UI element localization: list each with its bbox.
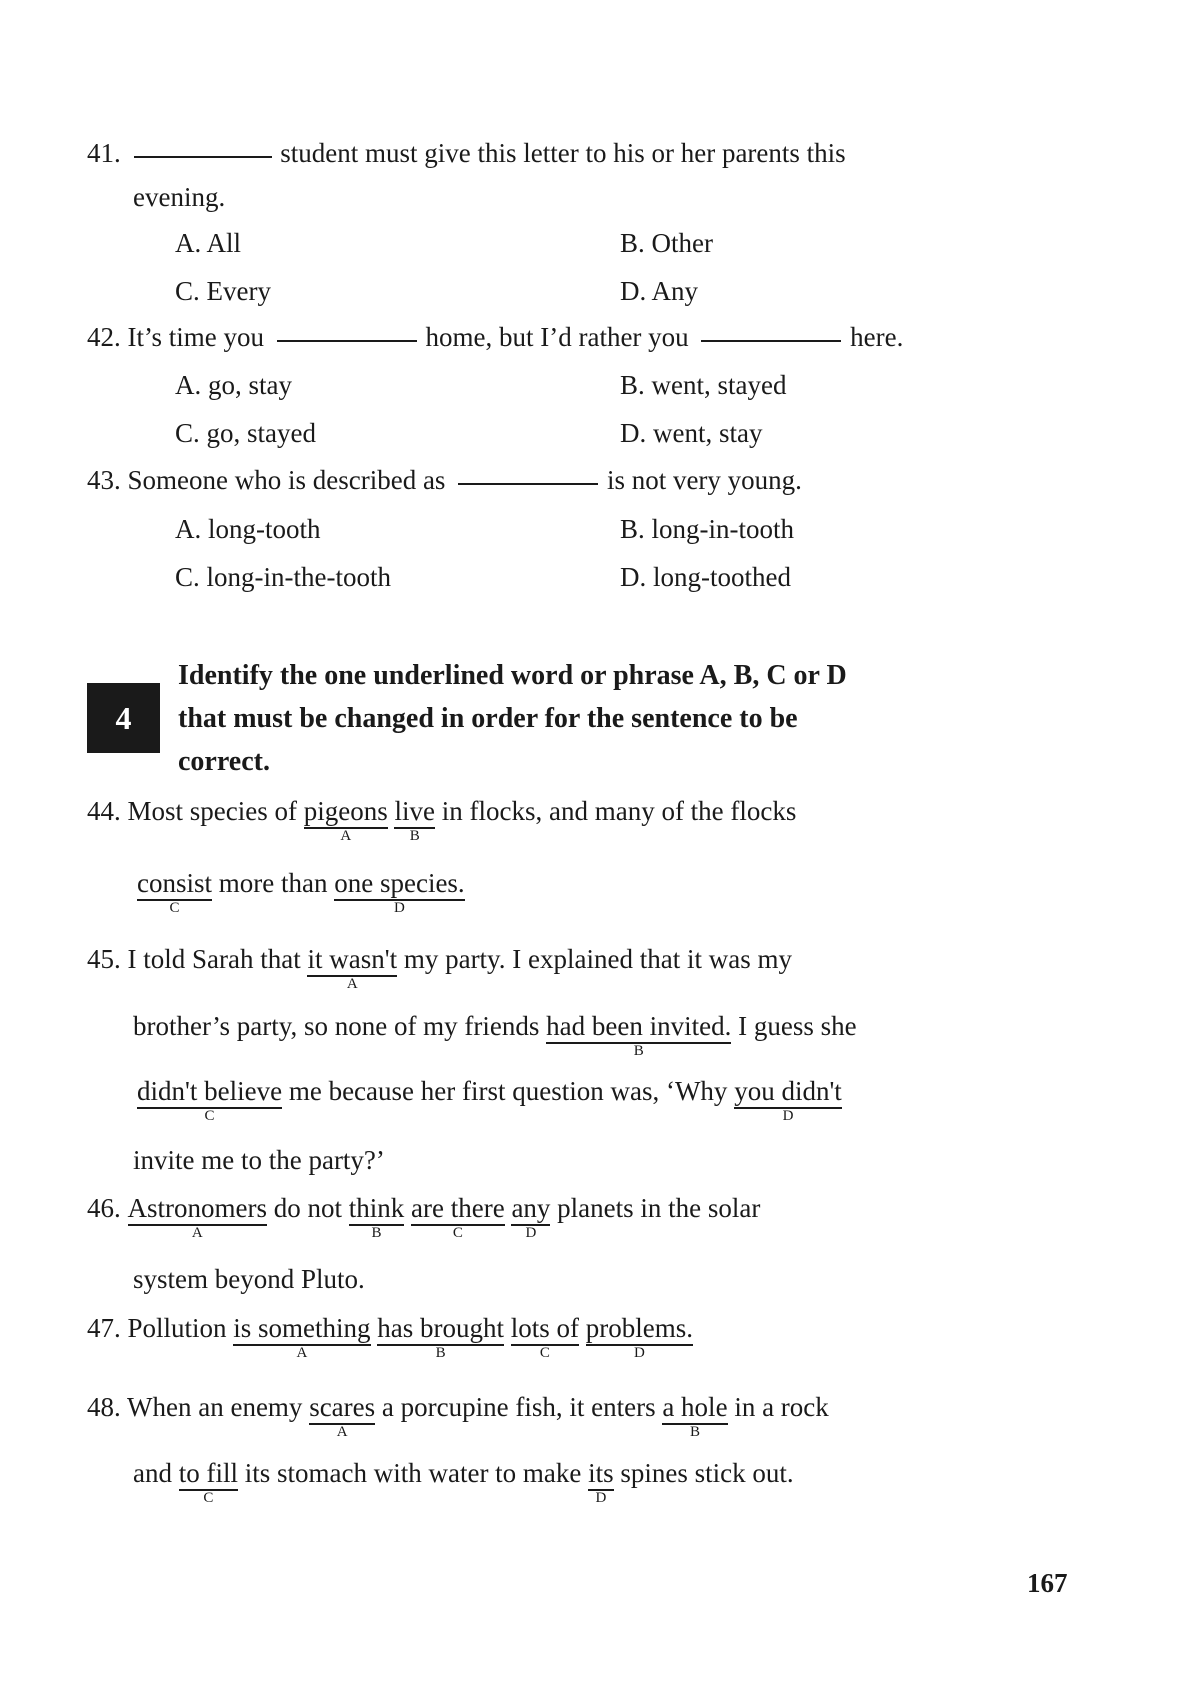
- option-letter: C: [539, 1345, 550, 1362]
- underlined-text: its: [588, 1458, 614, 1488]
- option-c: C. long-in-the-tooth: [175, 562, 391, 592]
- option-d: D. went, stay: [620, 418, 763, 448]
- underlined-text: is something: [233, 1313, 371, 1343]
- underlined-text: one species.: [334, 868, 465, 898]
- option-letter: C: [203, 1490, 214, 1507]
- question-text: I guess she: [738, 1011, 857, 1041]
- underlined-text: didn't believe: [137, 1076, 283, 1106]
- option-a: A. go, stay: [175, 370, 292, 400]
- question-text: do not: [273, 1193, 342, 1223]
- question-text: planets in the solar: [557, 1193, 761, 1223]
- answer-blank: [701, 340, 841, 342]
- underlined-option-d: [334, 868, 465, 917]
- question-text: Pollution: [127, 1313, 227, 1343]
- option-letter: C: [452, 1225, 463, 1242]
- option-d: D. long-toothed: [620, 562, 791, 592]
- question-number: 42.: [87, 322, 121, 352]
- question-46-line-2: system beyond Pluto.: [133, 1264, 365, 1294]
- underlined-text: scares: [309, 1392, 376, 1422]
- question-number: 43.: [87, 465, 121, 495]
- answer-blank: [134, 156, 272, 158]
- option-c: C. Every: [175, 276, 271, 306]
- underlined-text: a hole: [662, 1392, 728, 1422]
- question-text: It’s time you: [127, 322, 264, 352]
- answer-blank: [277, 340, 417, 342]
- option-letter: A: [191, 1225, 203, 1242]
- question-48-line-1: [87, 1392, 829, 1441]
- option-letter: B: [371, 1225, 382, 1242]
- underlined-option-a: [307, 944, 398, 993]
- underlined-option-b: [377, 1313, 505, 1362]
- question-48-line-2: [133, 1458, 794, 1507]
- question-number: 41.: [87, 138, 121, 168]
- underlined-option-a: [233, 1313, 371, 1362]
- underlined-text: lots of: [510, 1313, 580, 1343]
- question-number: 45.: [87, 944, 121, 974]
- question-text: When an enemy: [127, 1392, 303, 1422]
- question-text: its stomach with water to make: [244, 1458, 582, 1488]
- option-letter: C: [169, 900, 180, 917]
- section-instruction-line-1: Identify the one underlined word or phrase A, B, C or D: [178, 660, 847, 691]
- underlined-option-c: [510, 1313, 580, 1362]
- underlined-text: pigeons: [303, 796, 388, 826]
- question-text: spines stick out.: [620, 1458, 794, 1488]
- option-letter: D: [634, 1345, 645, 1362]
- underlined-text: you didn't: [734, 1076, 842, 1106]
- question-text: more than: [218, 868, 328, 898]
- option-letter: D: [782, 1108, 794, 1125]
- underlined-text: live: [394, 796, 435, 826]
- underlined-text: problems.: [585, 1313, 694, 1343]
- question-text: my party. I explained that it was my: [403, 944, 792, 974]
- underlined-text: it wasn't: [307, 944, 398, 974]
- question-45-line-4: invite me to the party?’: [133, 1145, 385, 1175]
- underlined-option-c: [137, 1076, 283, 1125]
- question-text: here.: [850, 322, 904, 352]
- option-a: A. All: [175, 228, 242, 258]
- question-text: brother’s party, so none of my friends: [133, 1011, 540, 1041]
- option-a: A. long-tooth: [175, 514, 321, 544]
- question-41: [87, 138, 846, 169]
- question-text: a porcupine fish, it enters: [381, 1392, 656, 1422]
- underlined-option-c: [178, 1458, 238, 1507]
- question-text: in a rock: [734, 1392, 829, 1422]
- question-number: 48.: [87, 1392, 121, 1422]
- section-instruction-line-2: that must be changed in order for the sentence to be: [178, 703, 798, 734]
- question-text: I told Sarah that: [127, 944, 301, 974]
- option-letter: D: [595, 1490, 607, 1507]
- question-44-line-2: [137, 868, 465, 917]
- underlined-option-b: [394, 796, 435, 845]
- question-45-line-3: [137, 1076, 842, 1125]
- option-letter: B: [409, 828, 420, 845]
- section-number-badge: 4: [87, 683, 160, 753]
- option-b: B. Other: [620, 228, 713, 258]
- question-text: home, but I’d rather you: [425, 322, 689, 352]
- underlined-option-d: [511, 1193, 551, 1242]
- underlined-option-c: [411, 1193, 505, 1242]
- option-b: B. went, stayed: [620, 370, 787, 400]
- page-number: 167: [1027, 1568, 1068, 1598]
- option-letter: A: [346, 976, 358, 993]
- question-42: [87, 322, 903, 353]
- underlined-option-d: [734, 1076, 842, 1125]
- underlined-text: any: [511, 1193, 551, 1223]
- option-letter: B: [689, 1424, 700, 1441]
- underlined-text: to fill: [178, 1458, 238, 1488]
- underlined-option-a: [303, 796, 388, 845]
- underlined-text: think: [348, 1193, 405, 1223]
- option-letter: B: [633, 1043, 644, 1060]
- underlined-option-d: [585, 1313, 694, 1362]
- question-number: 47.: [87, 1313, 121, 1343]
- underlined-text: consist: [137, 868, 213, 898]
- underlined-option-a: [127, 1193, 267, 1242]
- option-letter: D: [525, 1225, 537, 1242]
- question-text: Most species of: [127, 796, 297, 826]
- question-text: in flocks, and many of the flocks: [441, 796, 797, 826]
- underlined-option-c: [137, 868, 213, 917]
- question-text: and: [133, 1458, 172, 1488]
- option-b: B. long-in-tooth: [620, 514, 794, 544]
- question-number: 46.: [87, 1193, 121, 1223]
- question-number: 44.: [87, 796, 121, 826]
- option-c: C. go, stayed: [175, 418, 316, 448]
- question-45-line-1: [87, 944, 792, 993]
- option-letter: B: [435, 1345, 446, 1362]
- question-46-line-1: [87, 1193, 761, 1242]
- question-text: student must give this letter to his or her parents this: [280, 138, 846, 168]
- question-44-line-1: [87, 796, 797, 845]
- question-41-continuation: evening.: [133, 182, 226, 212]
- question-text: is not very young.: [606, 465, 802, 495]
- underlined-option-b: [662, 1392, 728, 1441]
- underlined-text: had been invited.: [546, 1011, 732, 1041]
- underlined-text: has brought: [377, 1313, 505, 1343]
- underlined-text: Astronomers: [127, 1193, 267, 1223]
- question-45-line-2: [133, 1011, 857, 1060]
- question-text: me because her first question was, ‘Why: [288, 1076, 728, 1106]
- option-letter: A: [336, 1424, 348, 1441]
- underlined-option-a: [309, 1392, 376, 1441]
- question-text: Someone who is described as: [127, 465, 446, 495]
- question-47: [87, 1313, 694, 1362]
- underlined-option-b: [546, 1011, 732, 1060]
- underlined-option-b: [348, 1193, 405, 1242]
- option-letter: C: [204, 1108, 215, 1125]
- option-letter: A: [340, 828, 352, 845]
- section-instruction-line-3: correct.: [178, 746, 270, 777]
- answer-blank: [458, 483, 598, 485]
- option-letter: A: [296, 1345, 308, 1362]
- underlined-option-d: [588, 1458, 614, 1507]
- option-letter: D: [394, 900, 405, 917]
- underlined-text: are there: [411, 1193, 505, 1223]
- question-43: [87, 465, 802, 496]
- option-d: D. Any: [620, 276, 699, 306]
